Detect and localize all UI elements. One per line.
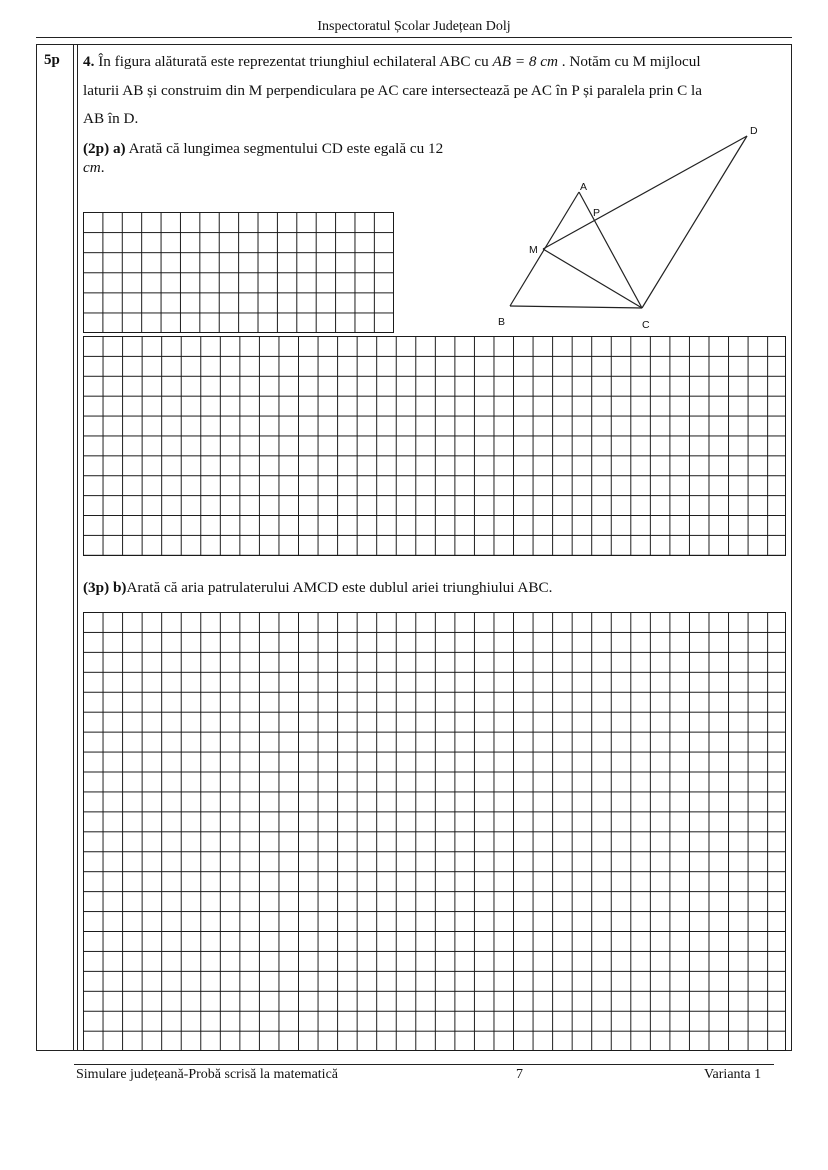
problem-statement-line-2: laturii AB și construim din M perpendiculara pe AC care intersectează pe AC în P și paralela prin C la	[83, 82, 702, 99]
segment-BC	[510, 306, 642, 308]
question-a-points: (2p) a)	[83, 140, 126, 157]
segment-MC	[543, 249, 642, 308]
footer-page-number: 7	[516, 1067, 523, 1082]
segment-AC	[579, 192, 642, 308]
segment-CD	[642, 136, 747, 308]
problem-statement-line-1	[83, 52, 783, 71]
triangle-figure	[490, 118, 790, 333]
answer-grid-a-small[interactable]	[83, 212, 394, 333]
question-b-points: (3p) b)	[83, 579, 127, 596]
problem-number: 4.	[83, 53, 95, 70]
point-label-M: M	[529, 244, 538, 256]
points-column-divider-inner	[77, 44, 78, 1051]
footer-divider	[74, 1064, 774, 1065]
question-a-tail: .	[100, 159, 105, 176]
vertex-label-A: A	[580, 181, 588, 193]
problem-points: 5p	[44, 52, 60, 68]
statement-math: AB = 8 cm	[492, 53, 558, 70]
vertex-label-C: C	[642, 319, 650, 331]
question-a	[83, 139, 453, 177]
header-divider	[36, 37, 792, 38]
answer-grid-b[interactable]	[83, 612, 786, 1051]
points-column-divider	[73, 44, 74, 1051]
question-a-text: Arată că lungimea segmentului CD este egală cu 12	[125, 140, 444, 157]
page-header-title: Inspectoratul Școlar Județean Dolj	[317, 19, 511, 34]
vertex-label-B: B	[498, 316, 506, 328]
answer-grid-a[interactable]	[83, 336, 786, 556]
point-label-P: P	[593, 207, 601, 219]
statement-text: . Notăm cu M mijlocul	[557, 53, 701, 70]
statement-text: În figura alăturată este reprezentat triunghiul echilateral ABC cu	[94, 53, 493, 70]
question-a-unit: cm	[83, 159, 101, 176]
segment-AB	[510, 192, 579, 306]
question-b-text: Arată că aria patrulaterului AMCD este dublul ariei triunghiului ABC.	[126, 579, 553, 596]
footer-exam-title: Simulare județeană-Probă scrisă la matematică	[76, 1067, 339, 1082]
question-b	[83, 578, 783, 597]
footer-variant: Varianta 1	[704, 1067, 762, 1082]
point-label-D: D	[750, 125, 758, 137]
problem-statement-line-3: AB în D.	[83, 110, 139, 127]
segment-MD	[543, 136, 747, 249]
